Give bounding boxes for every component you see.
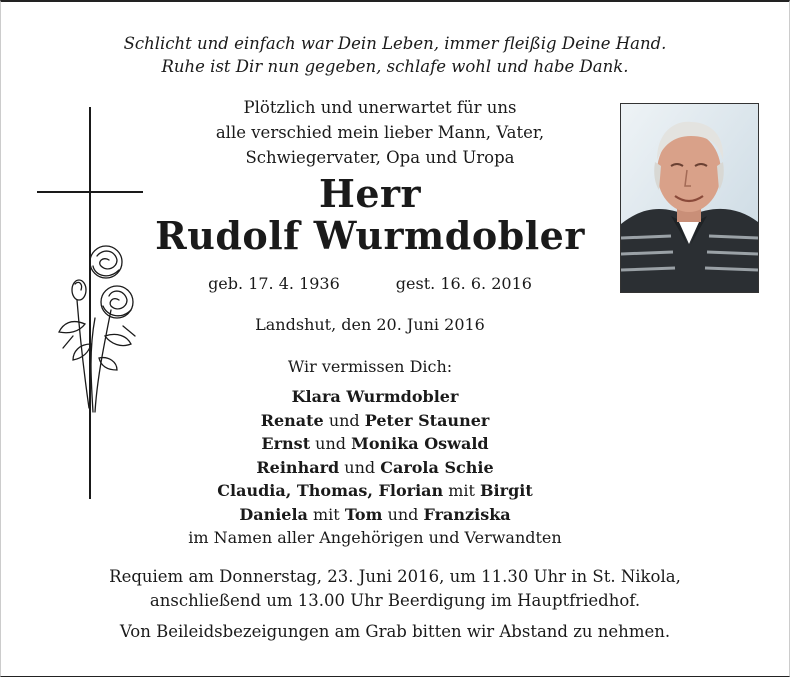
mourner-name: Tom — [344, 504, 383, 524]
service-line-1: Requiem am Donnerstag, 23. Juni 2016, um 11.30 Uhr in St. Nikola, — [109, 567, 681, 586]
mourner-name: Ernst — [261, 434, 311, 453]
intro-line-2: alle verschied mein lieber Mann, Vater, — [215, 123, 545, 142]
connector-text: mit — [443, 481, 481, 500]
motto-line-1: Schlicht und einfach war Dein Leben, immer fleißig Deine Hand. — [123, 34, 667, 53]
connector-text: im Namen aller Angehörigen und Verwandten — [188, 528, 562, 547]
salutation: Herr — [318, 171, 422, 216]
connector-text: und — [382, 504, 424, 524]
miss-you-line: Wir vermissen Dich: — [287, 357, 453, 376]
connector-text: und — [310, 434, 352, 453]
intro-text — [171, 95, 589, 170]
mourner-name: Monika Oswald — [351, 434, 489, 453]
birth-date: geb. 17. 4. 1936 — [208, 274, 340, 293]
mourner-name: Daniela — [239, 504, 308, 524]
mourner-name: Klara Wurmdobler — [291, 387, 459, 406]
connector-text: und — [323, 410, 365, 430]
motto-line-2: Ruhe ist Dir nun gegeben, schlafe wohl und habe Dank. — [161, 57, 629, 76]
mourner-name: Franziska — [423, 504, 511, 524]
cross-bar — [37, 191, 143, 193]
mourner-line — [121, 385, 629, 409]
mourner-name: Carola Schie — [380, 457, 494, 477]
deceased-name: Rudolf Wurmdobler — [155, 213, 585, 258]
condolence-note: Von Beileidsbezeigungen am Grab bitten wir Abstand zu nehmen. — [119, 622, 671, 641]
portrait-photo — [620, 103, 759, 293]
mourner-name: Birgit — [480, 481, 533, 500]
motto-verse — [1, 32, 789, 78]
intro-line-3: Schwiegervater, Opa und Uropa — [245, 148, 515, 167]
service-details — [1, 565, 789, 612]
mourner-line — [121, 409, 629, 433]
mourner-name: Claudia, Thomas, Florian — [217, 481, 444, 500]
mourner-line — [121, 503, 629, 527]
mourner-line — [121, 479, 629, 503]
mourner-name: Peter Stauner — [364, 410, 490, 430]
death-date: gest. 16. 6. 2016 — [395, 274, 532, 293]
service-line-2: anschließend um 13.00 Uhr Beerdigung im Hauptfriedhof. — [149, 590, 641, 610]
place-date: Landshut, den 20. Juni 2016 — [255, 315, 485, 334]
mourner-line — [121, 526, 629, 550]
mourner-line — [121, 432, 629, 456]
mourner-name: Renate — [260, 410, 324, 430]
mourner-name: Reinhard — [256, 457, 340, 477]
mourner-line — [121, 456, 629, 480]
life-dates — [151, 274, 589, 293]
mourners-list — [121, 385, 629, 550]
intro-line-1: Plötzlich und unerwartet für uns — [243, 98, 517, 117]
connector-text: und — [339, 457, 381, 477]
connector-text: mit — [307, 504, 345, 524]
deceased-title — [141, 173, 599, 257]
